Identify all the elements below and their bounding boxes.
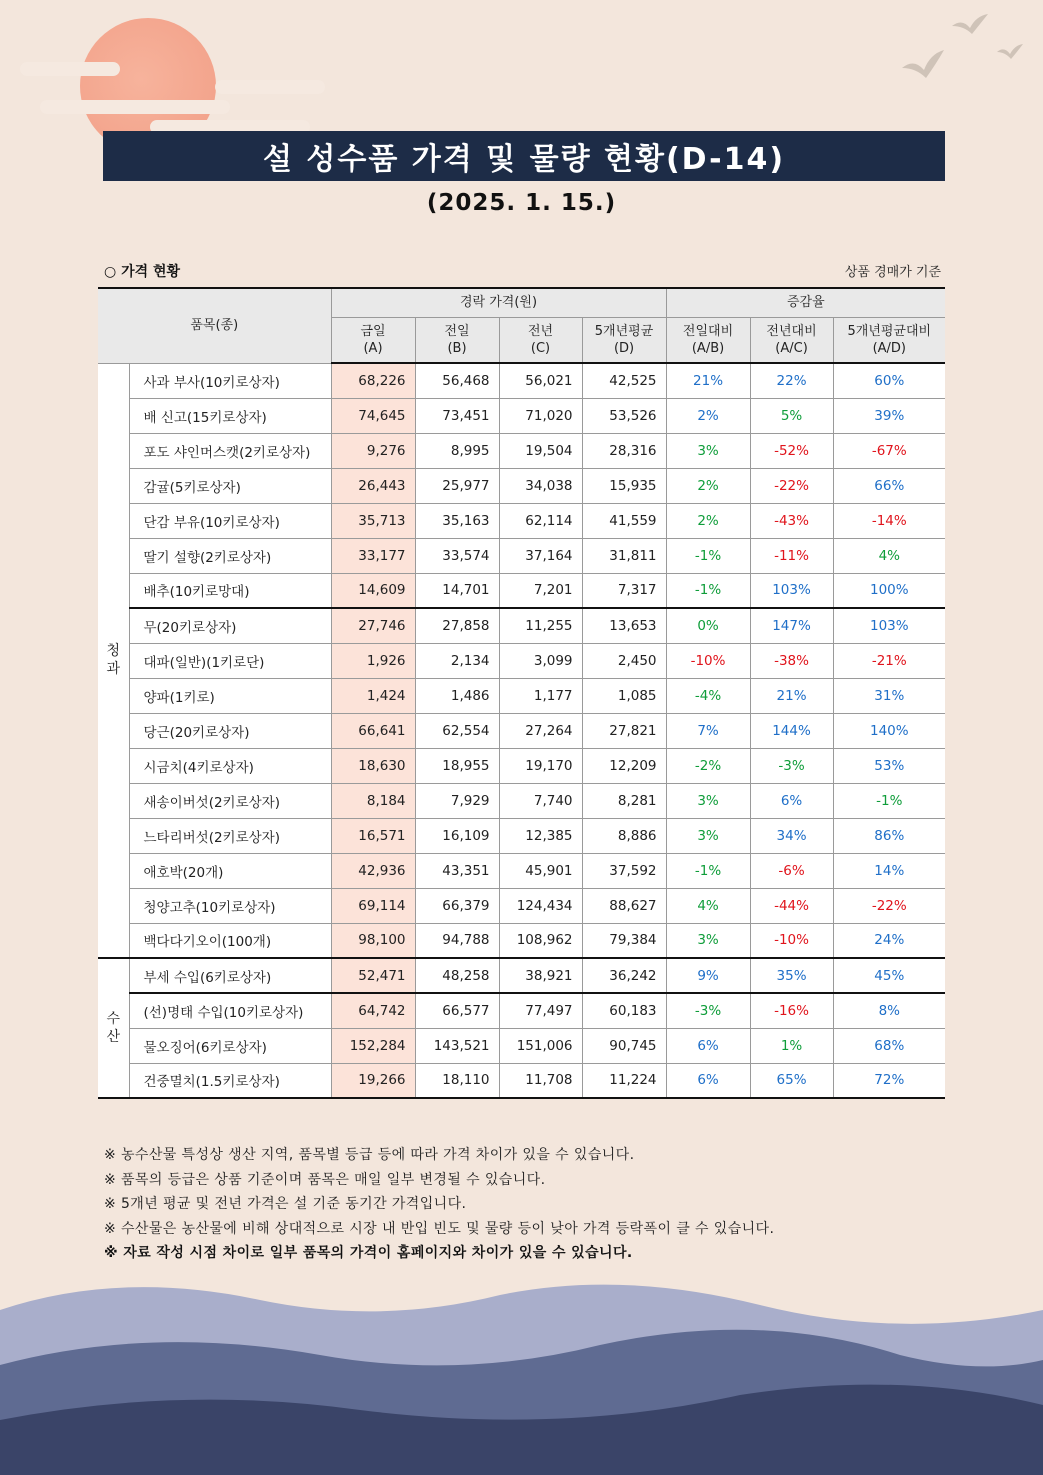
price-today: 9,276 <box>331 433 415 468</box>
table-row <box>98 958 945 993</box>
table-row <box>98 608 945 643</box>
change-vs-prev-year: 65% <box>750 1063 833 1098</box>
price-prev-day: 1,486 <box>415 678 499 713</box>
price-basis: 상품 경매가 기준 <box>844 265 941 280</box>
change-vs-prev-year: -10% <box>750 923 833 958</box>
item-name: 무(20키로상자) <box>129 608 331 643</box>
change-vs-5yr-avg: 45% <box>833 958 945 993</box>
cloud-decoration <box>40 100 230 114</box>
price-prev-year: 34,038 <box>499 468 582 503</box>
price-5yr-avg: 53,526 <box>582 398 666 433</box>
change-vs-5yr-avg: 8% <box>833 993 945 1028</box>
price-today: 1,424 <box>331 678 415 713</box>
price-prev-year: 77,497 <box>499 993 582 1028</box>
change-vs-5yr-avg: 60% <box>833 363 945 398</box>
price-prev-day: 7,929 <box>415 783 499 818</box>
change-vs-prev-day: -2% <box>666 748 750 783</box>
bird-icon <box>900 48 946 84</box>
bird-icon <box>995 42 1025 64</box>
item-name: 애호박(20개) <box>129 853 331 888</box>
price-today: 14,609 <box>331 573 415 608</box>
column-header-name: 전년대비 <box>766 323 817 339</box>
price-prev-year: 151,006 <box>499 1028 582 1063</box>
cloud-decoration <box>215 80 325 94</box>
change-vs-prev-day: 21% <box>666 363 750 398</box>
price-5yr-avg: 31,811 <box>582 538 666 573</box>
price-today: 27,746 <box>331 608 415 643</box>
column-header-sub: (C) <box>530 340 551 356</box>
price-prev-day: 56,468 <box>415 363 499 398</box>
change-vs-prev-day: 3% <box>666 923 750 958</box>
item-name: 건중멸치(1.5키로상자) <box>129 1063 331 1098</box>
price-prev-day: 66,379 <box>415 888 499 923</box>
footnotes <box>104 1143 774 1266</box>
price-5yr-avg: 8,281 <box>582 783 666 818</box>
price-today: 68,226 <box>331 363 415 398</box>
price-today: 18,630 <box>331 748 415 783</box>
price-today: 42,936 <box>331 853 415 888</box>
column-header-sub: (D) <box>613 340 635 356</box>
change-vs-prev-day: 3% <box>666 783 750 818</box>
change-vs-prev-day: 6% <box>666 1063 750 1098</box>
column-header-sub: (A/B) <box>691 340 725 356</box>
price-today: 19,266 <box>331 1063 415 1098</box>
change-vs-prev-day: -4% <box>666 678 750 713</box>
change-vs-prev-day: 2% <box>666 468 750 503</box>
item-name: 배추(10키로망대) <box>129 573 331 608</box>
price-prev-year: 11,708 <box>499 1063 582 1098</box>
change-vs-prev-year: -16% <box>750 993 833 1028</box>
price-5yr-avg: 28,316 <box>582 433 666 468</box>
change-vs-prev-year: -11% <box>750 538 833 573</box>
page-title: 설 성수품 가격 및 물량 현황(D-14) <box>103 131 945 181</box>
footnote: ※ 5개년 평균 및 전년 가격은 설 기준 동기간 가격입니다. <box>104 1196 467 1212</box>
table-row <box>98 433 945 468</box>
table-row <box>98 818 945 853</box>
item-name: 새송이버섯(2키로상자) <box>129 783 331 818</box>
mountain-decoration <box>0 1270 1043 1475</box>
price-prev-year: 7,740 <box>499 783 582 818</box>
item-name: 청양고추(10키로상자) <box>129 888 331 923</box>
price-prev-day: 62,554 <box>415 713 499 748</box>
table-row <box>98 1063 945 1098</box>
price-prev-day: 27,858 <box>415 608 499 643</box>
price-5yr-avg: 15,935 <box>582 468 666 503</box>
price-prev-year: 11,255 <box>499 608 582 643</box>
price-table <box>98 287 945 1099</box>
change-vs-prev-year: -6% <box>750 853 833 888</box>
price-prev-day: 18,110 <box>415 1063 499 1098</box>
price-prev-day: 48,258 <box>415 958 499 993</box>
price-today: 33,177 <box>331 538 415 573</box>
table-row <box>98 503 945 538</box>
price-today: 26,443 <box>331 468 415 503</box>
price-5yr-avg: 11,224 <box>582 1063 666 1098</box>
change-vs-prev-year: 21% <box>750 678 833 713</box>
price-prev-year: 62,114 <box>499 503 582 538</box>
price-5yr-avg: 37,592 <box>582 853 666 888</box>
item-name: 감귤(5키로상자) <box>129 468 331 503</box>
item-name: (선)명태 수입(10키로상자) <box>129 993 331 1028</box>
price-prev-day: 73,451 <box>415 398 499 433</box>
price-5yr-avg: 88,627 <box>582 888 666 923</box>
price-5yr-avg: 8,886 <box>582 818 666 853</box>
table-row <box>98 923 945 958</box>
table-row <box>98 468 945 503</box>
change-vs-5yr-avg: 100% <box>833 573 945 608</box>
price-today: 66,641 <box>331 713 415 748</box>
price-prev-day: 66,577 <box>415 993 499 1028</box>
price-5yr-avg: 42,525 <box>582 363 666 398</box>
change-vs-5yr-avg: -67% <box>833 433 945 468</box>
price-today: 69,114 <box>331 888 415 923</box>
column-header <box>415 317 499 363</box>
column-header <box>499 317 582 363</box>
item-name: 포도 샤인머스캣(2키로상자) <box>129 433 331 468</box>
change-vs-prev-year: -44% <box>750 888 833 923</box>
change-vs-5yr-avg: 86% <box>833 818 945 853</box>
price-today: 64,742 <box>331 993 415 1028</box>
price-5yr-avg: 79,384 <box>582 923 666 958</box>
price-prev-day: 18,955 <box>415 748 499 783</box>
change-vs-prev-day: -10% <box>666 643 750 678</box>
change-vs-5yr-avg: -1% <box>833 783 945 818</box>
price-prev-year: 45,901 <box>499 853 582 888</box>
price-5yr-avg: 13,653 <box>582 608 666 643</box>
column-header <box>750 317 833 363</box>
table-row <box>98 783 945 818</box>
price-5yr-avg: 12,209 <box>582 748 666 783</box>
price-prev-year: 108,962 <box>499 923 582 958</box>
price-today: 8,184 <box>331 783 415 818</box>
category-label: 청 과 <box>98 363 129 958</box>
change-vs-prev-day: 2% <box>666 398 750 433</box>
price-5yr-avg: 2,450 <box>582 643 666 678</box>
change-vs-5yr-avg: 14% <box>833 853 945 888</box>
change-vs-prev-year: -3% <box>750 748 833 783</box>
change-vs-prev-year: 1% <box>750 1028 833 1063</box>
change-vs-prev-day: 4% <box>666 888 750 923</box>
price-prev-day: 33,574 <box>415 538 499 573</box>
column-header <box>331 317 415 363</box>
column-header <box>666 317 750 363</box>
change-vs-prev-year: 22% <box>750 363 833 398</box>
column-header-name: 전일대비 <box>682 323 734 339</box>
price-prev-day: 35,163 <box>415 503 499 538</box>
footnote: ※ 수산물은 농산물에 비해 상대적으로 시장 내 반입 빈도 및 물량 등이 낮아 가격 등락폭이 클 수 있습니다. <box>104 1220 775 1237</box>
column-header-sub: (B) <box>447 340 467 356</box>
item-name: 시금치(4키로상자) <box>129 748 331 783</box>
price-5yr-avg: 36,242 <box>582 958 666 993</box>
change-vs-5yr-avg: 31% <box>833 678 945 713</box>
table-row <box>98 993 945 1028</box>
change-vs-prev-year: -52% <box>750 433 833 468</box>
column-header <box>582 317 666 363</box>
change-vs-prev-year: -38% <box>750 643 833 678</box>
item-name: 대파(일반)(1키로단) <box>129 643 331 678</box>
change-vs-prev-year: 34% <box>750 818 833 853</box>
price-prev-year: 71,020 <box>499 398 582 433</box>
price-5yr-avg: 27,821 <box>582 713 666 748</box>
price-today: 1,926 <box>331 643 415 678</box>
table-row <box>98 643 945 678</box>
column-header-name: 금일 <box>360 323 386 339</box>
table-row <box>98 398 945 433</box>
change-vs-prev-day: 7% <box>666 713 750 748</box>
price-prev-year: 37,164 <box>499 538 582 573</box>
price-today: 98,100 <box>331 923 415 958</box>
change-vs-5yr-avg: 53% <box>833 748 945 783</box>
price-today: 16,571 <box>331 818 415 853</box>
item-name: 단감 부유(10키로상자) <box>129 503 331 538</box>
price-prev-day: 143,521 <box>415 1028 499 1063</box>
item-name: 당근(20키로상자) <box>129 713 331 748</box>
table-row <box>98 678 945 713</box>
price-today: 52,471 <box>331 958 415 993</box>
table-row <box>98 538 945 573</box>
column-group-change: 증감율 <box>666 288 945 317</box>
footnote: ※ 농수산물 특성상 생산 지역, 품목별 등급 등에 따라 가격 차이가 있을 수 있습니다. <box>104 1147 635 1163</box>
item-name: 딸기 설향(2키로상자) <box>129 538 331 573</box>
price-today: 35,713 <box>331 503 415 538</box>
section-label: ○ 가격 현황 <box>104 264 181 280</box>
bird-icon <box>950 12 990 40</box>
change-vs-prev-year: 35% <box>750 958 833 993</box>
price-prev-year: 27,264 <box>499 713 582 748</box>
footnote: ※ 자료 작성 시점 차이로 일부 품목의 가격이 홈페이지와 차이가 있을 수 있습니다. <box>104 1245 633 1261</box>
column-header-sub: (A/D) <box>872 340 907 356</box>
column-header-item: 품목(종) <box>98 288 331 363</box>
report-date: (2025. 1. 15.) <box>426 190 617 216</box>
price-prev-day: 16,109 <box>415 818 499 853</box>
price-prev-day: 43,351 <box>415 853 499 888</box>
item-name: 배 신고(15키로상자) <box>129 398 331 433</box>
column-header-name: 5개년평균 <box>594 323 654 339</box>
change-vs-5yr-avg: 103% <box>833 608 945 643</box>
change-vs-5yr-avg: 24% <box>833 923 945 958</box>
cloud-decoration <box>20 62 120 76</box>
change-vs-prev-day: 3% <box>666 433 750 468</box>
price-prev-year: 38,921 <box>499 958 582 993</box>
price-prev-year: 124,434 <box>499 888 582 923</box>
change-vs-5yr-avg: -21% <box>833 643 945 678</box>
item-name: 부세 수입(6키로상자) <box>129 958 331 993</box>
price-prev-year: 19,170 <box>499 748 582 783</box>
change-vs-prev-day: -1% <box>666 538 750 573</box>
price-prev-day: 2,134 <box>415 643 499 678</box>
price-5yr-avg: 41,559 <box>582 503 666 538</box>
column-header-name: 전일 <box>444 323 470 339</box>
change-vs-5yr-avg: 66% <box>833 468 945 503</box>
change-vs-5yr-avg: 39% <box>833 398 945 433</box>
table-row <box>98 1028 945 1063</box>
table-row <box>98 363 945 398</box>
change-vs-prev-day: 9% <box>666 958 750 993</box>
item-name: 느타리버섯(2키로상자) <box>129 818 331 853</box>
change-vs-prev-year: -22% <box>750 468 833 503</box>
price-prev-day: 8,995 <box>415 433 499 468</box>
price-5yr-avg: 7,317 <box>582 573 666 608</box>
price-prev-day: 94,788 <box>415 923 499 958</box>
price-today: 74,645 <box>331 398 415 433</box>
item-name: 물오징어(6키로상자) <box>129 1028 331 1063</box>
change-vs-prev-day: 3% <box>666 818 750 853</box>
change-vs-5yr-avg: 140% <box>833 713 945 748</box>
price-prev-year: 12,385 <box>499 818 582 853</box>
price-prev-day: 25,977 <box>415 468 499 503</box>
table-row <box>98 748 945 783</box>
price-today: 152,284 <box>331 1028 415 1063</box>
column-group-price: 경락 가격(원) <box>331 288 666 317</box>
change-vs-prev-year: 6% <box>750 783 833 818</box>
table-row <box>98 888 945 923</box>
change-vs-5yr-avg: 68% <box>833 1028 945 1063</box>
change-vs-prev-year: 103% <box>750 573 833 608</box>
change-vs-prev-year: 144% <box>750 713 833 748</box>
item-name: 사과 부사(10키로상자) <box>129 363 331 398</box>
table-row <box>98 573 945 608</box>
change-vs-prev-year: -43% <box>750 503 833 538</box>
price-prev-year: 3,099 <box>499 643 582 678</box>
footnote: ※ 품목의 등급은 상품 기준이며 품목은 매일 일부 변경될 수 있습니다. <box>104 1171 546 1188</box>
column-header-name: 5개년평균대비 <box>847 323 932 339</box>
item-name: 양파(1키로) <box>129 678 331 713</box>
change-vs-prev-year: 5% <box>750 398 833 433</box>
price-prev-year: 19,504 <box>499 433 582 468</box>
price-prev-day: 14,701 <box>415 573 499 608</box>
change-vs-prev-day: -1% <box>666 853 750 888</box>
price-prev-year: 1,177 <box>499 678 582 713</box>
change-vs-prev-year: 147% <box>750 608 833 643</box>
price-prev-year: 7,201 <box>499 573 582 608</box>
category-label: 수 산 <box>98 958 129 1098</box>
change-vs-prev-day: -1% <box>666 573 750 608</box>
column-header <box>833 317 945 363</box>
price-prev-year: 56,021 <box>499 363 582 398</box>
change-vs-prev-day: 6% <box>666 1028 750 1063</box>
column-header-name: 전년 <box>527 323 554 339</box>
change-vs-prev-day: -3% <box>666 993 750 1028</box>
column-header-sub: (A/C) <box>775 340 808 356</box>
table-row <box>98 713 945 748</box>
price-5yr-avg: 60,183 <box>582 993 666 1028</box>
item-name: 백다다기오이(100개) <box>129 923 331 958</box>
price-5yr-avg: 1,085 <box>582 678 666 713</box>
change-vs-5yr-avg: 4% <box>833 538 945 573</box>
change-vs-prev-day: 0% <box>666 608 750 643</box>
change-vs-5yr-avg: -22% <box>833 888 945 923</box>
change-vs-5yr-avg: 72% <box>833 1063 945 1098</box>
change-vs-prev-day: 2% <box>666 503 750 538</box>
table-row <box>98 853 945 888</box>
column-header-sub: (A) <box>363 340 383 356</box>
change-vs-5yr-avg: -14% <box>833 503 945 538</box>
price-5yr-avg: 90,745 <box>582 1028 666 1063</box>
